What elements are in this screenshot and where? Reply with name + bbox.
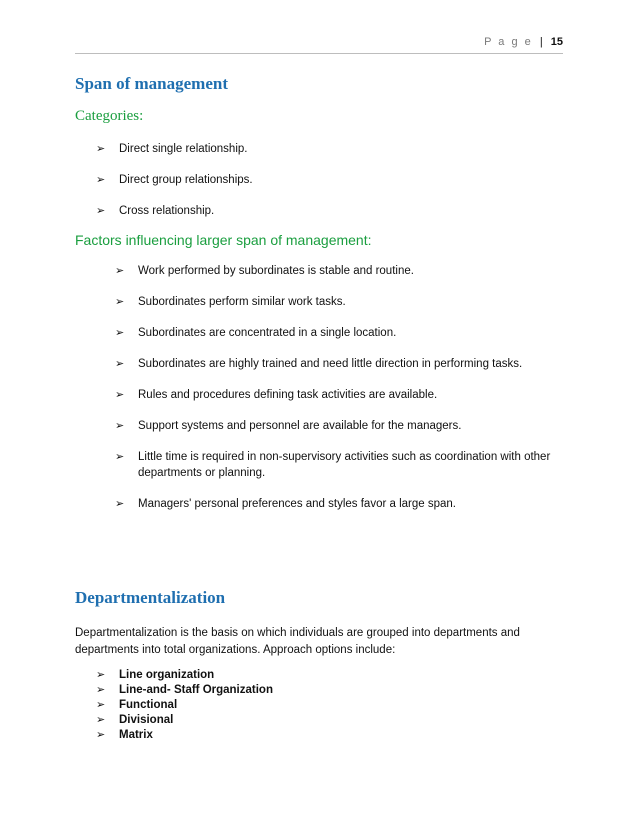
arrow-bullet-icon: ➢ (115, 296, 125, 308)
arrow-bullet-icon: ➢ (96, 669, 106, 681)
arrow-bullet-icon: ➢ (96, 729, 106, 741)
list-item: ➢ Managers' personal preferences and styles favor a large span. (115, 498, 456, 510)
list-item: ➢ Subordinates are highly trained and need little direction in performing tasks. (115, 358, 523, 370)
categories-list (96, 141, 253, 234)
page-header (484, 36, 563, 48)
list-item: ➢ Support systems and personnel are available for the managers. (115, 420, 462, 432)
arrow-bullet-icon: ➢ (115, 265, 125, 277)
arrow-bullet-icon: ➢ (96, 174, 106, 186)
list-item: ➢ Direct single relationship. (96, 143, 248, 155)
arrow-bullet-icon: ➢ (115, 358, 125, 370)
arrow-bullet-icon: ➢ (96, 714, 106, 726)
list-item: ➢ Divisional (96, 714, 174, 726)
factors-list (115, 263, 560, 527)
page-number: 15 (550, 36, 563, 48)
section-title-departmentalization: Departmentalization (75, 588, 226, 607)
list-item: ➢ Line organization (96, 669, 215, 681)
arrow-bullet-icon: ➢ (96, 143, 106, 155)
arrow-bullet-icon: ➢ (96, 684, 106, 696)
arrow-bullet-icon: ➢ (115, 451, 125, 463)
list-item: ➢ Line-and- Staff Organization (96, 684, 273, 696)
approach-options-list (96, 668, 273, 743)
list-item: ➢ Little time is required in non-supervisory activities such as coordination with other departments or planning. (115, 451, 551, 479)
list-item: ➢ Subordinates are concentrated in a single location. (115, 327, 397, 339)
header-rule (75, 53, 563, 54)
page-label: P a g e (484, 36, 533, 48)
arrow-bullet-icon: ➢ (115, 420, 125, 432)
categories-heading: Categories: (75, 108, 144, 124)
arrow-bullet-icon: ➢ (115, 389, 125, 401)
list-item: ➢ Rules and procedures defining task activities are available. (115, 389, 438, 401)
list-item: ➢ Cross relationship. (96, 205, 215, 217)
factors-heading: Factors influencing larger span of management: (75, 232, 372, 248)
section-title-span-of-management: Span of management (75, 74, 229, 93)
departmentalization-paragraph: Departmentalization is the basis on which individuals are grouped into departments and departments into total organizations. Approach options include: (75, 627, 520, 656)
list-item: ➢ Work performed by subordinates is stable and routine. (115, 265, 414, 277)
header-separator: | (539, 36, 543, 48)
list-item: ➢ Direct group relationships. (96, 174, 253, 186)
arrow-bullet-icon: ➢ (96, 205, 106, 217)
list-item: ➢ Functional (96, 699, 178, 711)
arrow-bullet-icon: ➢ (115, 498, 125, 510)
list-item: ➢ Matrix (96, 729, 153, 741)
list-item: ➢ Subordinates perform similar work tasks. (115, 296, 346, 308)
arrow-bullet-icon: ➢ (115, 327, 125, 339)
arrow-bullet-icon: ➢ (96, 699, 106, 711)
